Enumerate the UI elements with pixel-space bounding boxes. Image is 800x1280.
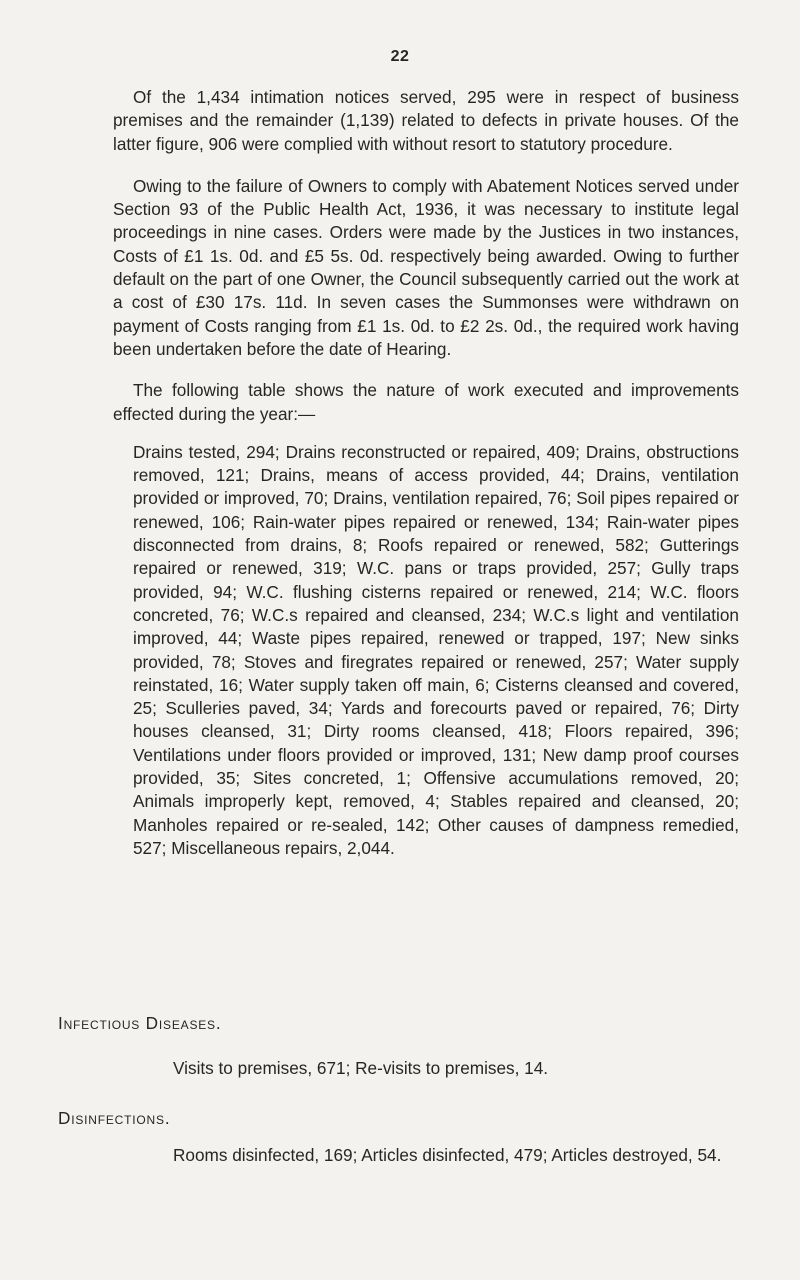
body-text xyxy=(113,86,739,860)
paragraph-intimation-notices: Of the 1,434 intimation notices served, 295 were in respect of business premises and the remainder (1,139) related to defects in private houses. Of the latter figure, 906 were complied with without resort to statutory procedure. xyxy=(113,87,739,154)
paragraph-table-intro: The following table shows the nature of work executed and improvements effected during the year:— xyxy=(113,380,739,424)
paragraph-legal-proceedings: Owing to the failure of Owners to comply with Abatement Notices served under Section 93 of the Public Health Act, 1936, it was necessary to institute legal proceedings in nine cases. Orders were made by the Justices in two instances, Costs of £1 1s. 0d. and £5 5s. 0d. respectively being awarded. Owing to further default on the part of one Owner, the Council subsequently carried out the work at a cost of £30 17s. 11d. In seven cases the Summonses were withdrawn on payment of Costs ranging from £1 1s. 0d. to £2 2s. 0d., the required work having been undertaken before the date of Hearing. xyxy=(113,175,739,359)
works-executed-list: Drains tested, 294; Drains reconstructed or repaired, 409; Drains, obstructions removed, 121; Drains, means of access provided, 44; Drains, ventilation provided or improved, 70; Drains, ventilation repaired, 76; Soil pipes repaired or renewed, 106; Rain-water pipes repaired or renewed, 134; Rain-water pipes disconnected from drains, 8; Roofs repaired or renewed, 582; Gutterings repaired or renewed, 319; W.C. pans or traps provided, 257; Gully traps provided, 94; W.C. flushing cisterns repaired or renewed, 214; W.C. floors concreted, 76; W.C.s repaired and cleansed, 234; W.C.s light and ventilation improved, 44; Waste pipes repaired, renewed or trapped, 197; New sinks provided, 78; Stoves and firegrates repaired or renewed, 257; Water supply reinstated, 16; Water supply taken off main, 6; Cisterns cleansed and covered, 25; Sculleries paved, 34; Yards and forecourts paved or repaired, 76; Dirty houses cleansed, 31; Dirty rooms cleansed, 418; Floors repaired, 396; Ventilations under floors provided or improved, 131; New damp proof courses provided, 35; Sites concreted, 1; Offensive accumulations removed, 20; Animals improperly kept, removed, 4; Stables repaired and cleansed, 20; Manholes repaired or re-sealed, 142; Other causes of dampness remedied, 527; Miscellaneous repairs, 2,044. xyxy=(133,441,739,858)
page-number: 22 xyxy=(390,48,410,65)
section-heading-infectious-diseases: Infectious Diseases. xyxy=(58,1013,222,1033)
section-heading-disinfections: Disinfections. xyxy=(58,1108,171,1128)
section-text-disinfections: Rooms disinfected, 169; Articles disinfected, 479; Articles destroyed, 54. xyxy=(173,1145,722,1165)
section-text-infectious-diseases: Visits to premises, 671; Re-visits to premises, 14. xyxy=(173,1058,549,1078)
